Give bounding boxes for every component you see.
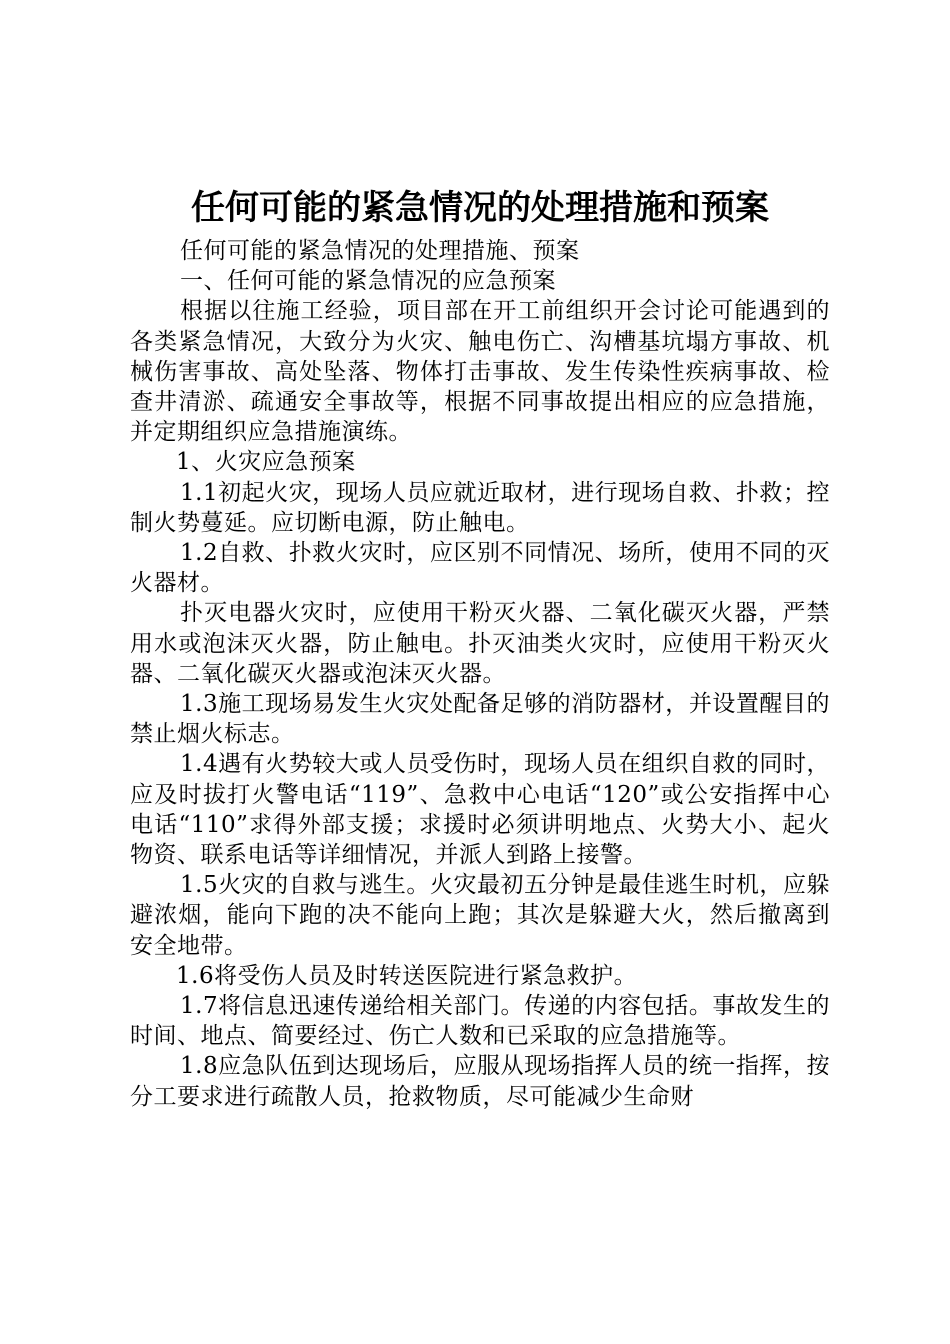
- paragraph-1-5: 1.5火灾的自救与逃生。火灾最初五分钟是最佳逃生时机，应躲避浓烟，能向下跑的决不能向上跑；其次是躲避大火，然后撤离到安全地带。: [130, 872, 830, 959]
- paragraph-extinguish: 扑灭电器火灾时，应使用干粉灭火器、二氧化碳灭火器，严禁用水或泡沫灭火器，防止触电。扑灭油类火灾时，应使用干粉灭火器、二氧化碳灭火器或泡沫灭火器。: [130, 600, 830, 687]
- paragraph-subtitle: 任何可能的紧急情况的处理措施、预案: [180, 238, 580, 264]
- document-title: 任何可能的紧急情况的处理措施和预案: [191, 188, 769, 228]
- paragraph-1-1: 1.1初起火灾，现场人员应就近取材，进行现场自救、扑救；控制火势蔓延。应切断电源，防止触电。: [130, 479, 830, 536]
- paragraph-1-2: 1.2自救、扑救火灾时，应区别不同情况、场所，使用不同的灭火器材。: [130, 540, 830, 597]
- paragraph-intro: 根据以往施工经验，项目部在开工前组织开会讨论可能遇到的各类紧急情况，大致分为火灾、触电伤亡、沟槽基坑塌方事故、机械伤害事故、高处坠落、物体打击事故、发生传染性疾病事故、检查井清淤、疏通安全事故等，根据不同事故提出相应的应急措施，并定期组织应急措施演练。: [130, 298, 830, 446]
- paragraph-section-heading: 一、任何可能的紧急情况的应急预案: [180, 268, 556, 295]
- paragraph-1-3: 1.3施工现场易发生火灾处配备足够的消防器材，并设置醒目的禁止烟火标志。: [130, 691, 830, 748]
- paragraph-1-4: 1.4遇有火势较大或人员受伤时，现场人员在组织自救的同时，应及时拔打火警电话“119”、急救中心电话“120”或公安指挥中心电话“110”求得外部支援；求援时必须讲明地点、火势大小、起火物资、联系电话等详细情况，并派人到路上接警。: [130, 751, 830, 869]
- paragraph-fire-heading: 1、火灾应急预案: [176, 449, 356, 476]
- document-page: [130, 184, 830, 1112]
- paragraph-1-6: 1.6将受伤人员及时转送医院进行紧急救护。: [176, 962, 638, 989]
- paragraph-1-7: 1.7将信息迅速传递给相关部门。传递的内容包括。事故发生的时间、地点、简要经过、伤亡人数和已采取的应急措施等。: [130, 993, 830, 1050]
- paragraph-1-8: 1.8应急队伍到达现场后，应服从现场指挥人员的统一指挥，按分工要求进行疏散人员，抢救物质，尽可能减少生命财: [130, 1053, 830, 1110]
